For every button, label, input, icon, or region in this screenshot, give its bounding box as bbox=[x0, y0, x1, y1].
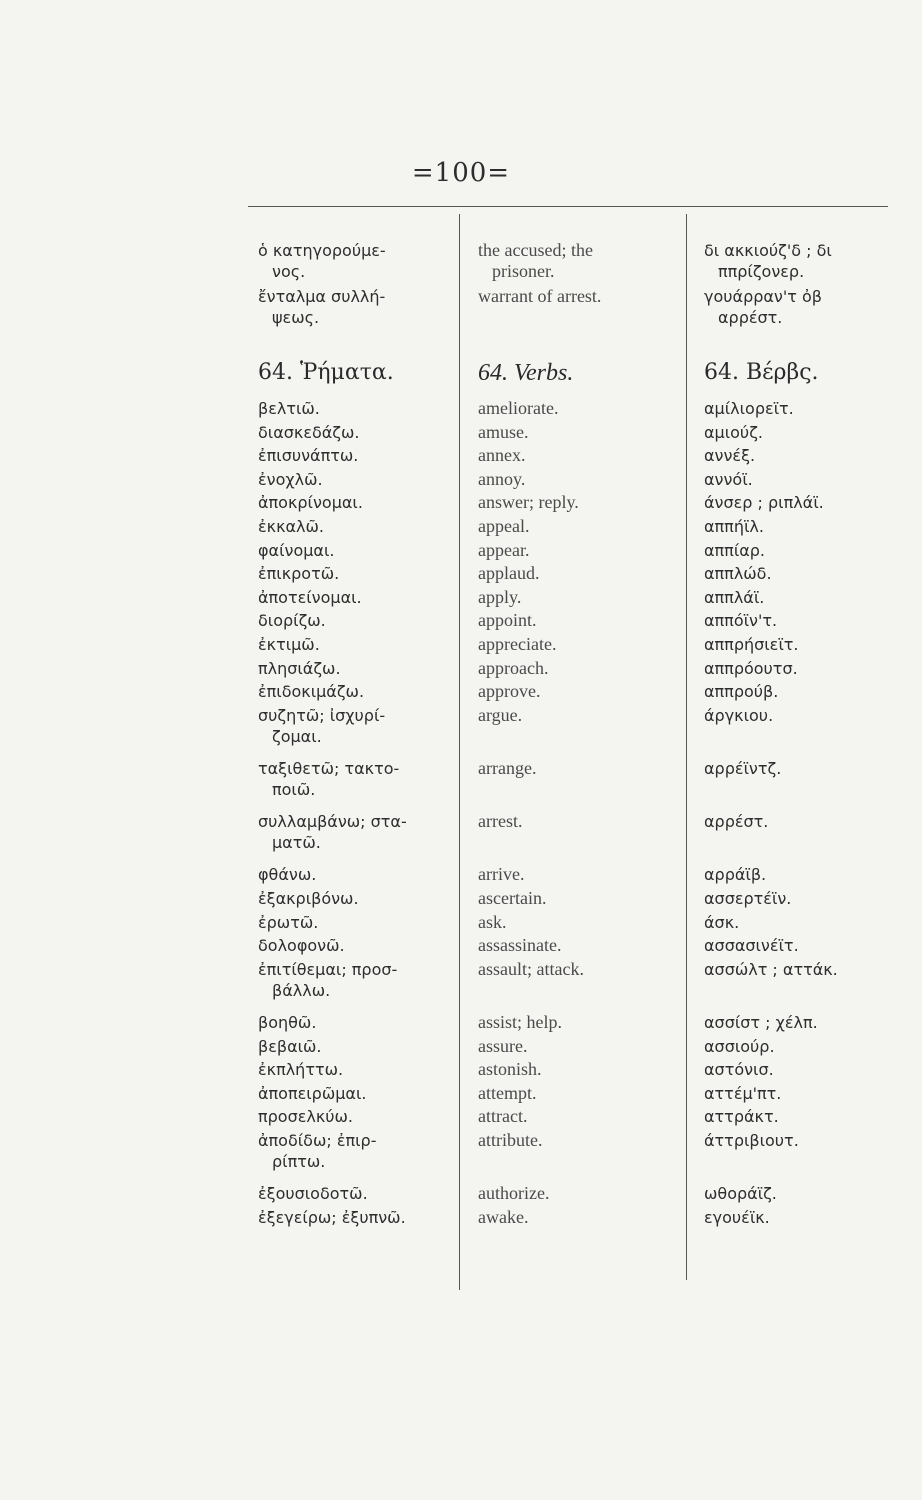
greek-entry bbox=[258, 1059, 343, 1080]
albanian-entry bbox=[704, 634, 798, 655]
greek-entry-line: ἐπισυνάπτω. bbox=[258, 446, 359, 466]
greek-entry-line: ζομαι. bbox=[272, 726, 322, 746]
english-entry bbox=[478, 445, 525, 466]
english-entry bbox=[478, 811, 522, 832]
english-entry-line: prisoner. bbox=[492, 261, 555, 281]
albanian-entry bbox=[704, 240, 832, 282]
english-entry-line: assassinate. bbox=[478, 935, 562, 956]
english-entry bbox=[478, 912, 507, 933]
albanian-entry bbox=[704, 445, 755, 466]
english-entry-line: annoy. bbox=[478, 468, 526, 489]
albanian-entry-line: αρρέστ. bbox=[704, 812, 769, 832]
albanian-entry-line: άττριβιουτ. bbox=[704, 1131, 799, 1150]
albanian-entry-line: ασσώλτ ; αττάκ. bbox=[704, 959, 838, 979]
greek-entry-line: ἐρωτῶ. bbox=[258, 912, 319, 932]
greek-entry bbox=[258, 540, 334, 561]
english-entry-line: attempt. bbox=[478, 1082, 537, 1103]
english-entry-line: answer; reply. bbox=[478, 492, 579, 513]
albanian-entry bbox=[704, 681, 778, 702]
greek-entry-line: ὁ κατηγορούμε- bbox=[258, 241, 386, 260]
albanian-entry bbox=[704, 492, 824, 513]
albanian-entry bbox=[704, 469, 753, 490]
english-entry-line: awake. bbox=[478, 1206, 529, 1227]
english-entry-line: ask. bbox=[478, 911, 507, 932]
greek-entry-line: συλλαμβάνω; στα- bbox=[258, 812, 407, 832]
english-entry bbox=[478, 563, 539, 584]
albanian-entry-line: αππρούβ. bbox=[704, 682, 779, 702]
greek-entry-line: ἐπικροτῶ. bbox=[258, 564, 340, 584]
albanian-entry-line: άργκιου. bbox=[704, 705, 774, 725]
greek-entry-line: ἀποπειρῶμαι. bbox=[258, 1083, 367, 1103]
english-entry-line: approve. bbox=[478, 681, 541, 702]
english-entry-line: applaud. bbox=[478, 563, 540, 584]
english-entry bbox=[478, 1083, 536, 1104]
greek-entry-line: ἔνταλμα συλλή- bbox=[258, 287, 386, 306]
albanian-entry-line: αππρόουτσ. bbox=[704, 658, 798, 678]
greek-entry bbox=[258, 610, 326, 631]
english-entry-line: apply. bbox=[478, 586, 522, 607]
albanian-entry-line: ωθοράϊζ. bbox=[704, 1184, 777, 1204]
greek-entry bbox=[258, 959, 397, 1001]
english-entry bbox=[478, 1059, 542, 1080]
english-entry bbox=[478, 1106, 527, 1127]
albanian-entry-line: αππρήσιεϊτ. bbox=[704, 635, 799, 654]
english-section-heading: 64. Verbs. bbox=[478, 360, 574, 386]
albanian-entry bbox=[704, 1036, 775, 1057]
english-entry-line: appoint. bbox=[478, 610, 537, 631]
albanian-entry-line: αππλάϊ. bbox=[704, 587, 765, 607]
english-entry-line: attribute. bbox=[478, 1130, 543, 1150]
english-entry-line: argue. bbox=[478, 704, 523, 725]
greek-entry-line: ἐκπλήττω. bbox=[258, 1060, 344, 1080]
english-entry bbox=[478, 1207, 528, 1228]
greek-entry bbox=[258, 1083, 366, 1104]
english-entry-line: the accused; the bbox=[478, 240, 593, 260]
greek-entry bbox=[258, 563, 339, 584]
english-entry bbox=[478, 492, 579, 513]
albanian-entry bbox=[704, 811, 768, 832]
greek-entry-line: διασκεδάζω. bbox=[258, 422, 360, 442]
english-entry bbox=[478, 758, 536, 779]
greek-entry bbox=[258, 398, 320, 419]
greek-entry-line: ἐπιτίθεμαι; προσ- bbox=[258, 959, 398, 979]
greek-entry bbox=[258, 912, 318, 933]
column-divider-right bbox=[686, 214, 687, 1280]
greek-entry-line: δολοφονῶ. bbox=[258, 936, 345, 956]
albanian-entry bbox=[704, 540, 765, 561]
albanian-entry-line: δι ακκιούζ'δ ; δι bbox=[704, 241, 832, 260]
greek-entry bbox=[258, 658, 341, 679]
albanian-entry-line: αρράϊβ. bbox=[704, 865, 767, 885]
greek-entry-line: ἐξακριβόνω. bbox=[258, 889, 359, 908]
greek-entry-line: πλησιάζω. bbox=[258, 658, 341, 678]
english-entry bbox=[478, 422, 528, 443]
albanian-entry-line: γουάρραν'τ ὀβ bbox=[704, 287, 822, 306]
greek-entry bbox=[258, 240, 386, 282]
greek-entry bbox=[258, 1106, 353, 1127]
english-entry-line: assault; attack. bbox=[478, 958, 584, 979]
english-entry-line: approach. bbox=[478, 657, 549, 678]
greek-entry-line: ἐξεγείρω; ἐξυπνῶ. bbox=[258, 1207, 406, 1227]
english-entry bbox=[478, 658, 548, 679]
greek-entry bbox=[258, 1130, 376, 1172]
albanian-entry bbox=[704, 563, 772, 584]
albanian-entry-line: ασσιούρ. bbox=[704, 1036, 775, 1056]
greek-section-heading: 64. Ῥήματα. bbox=[258, 360, 394, 385]
albanian-entry bbox=[704, 1106, 779, 1127]
albanian-entry bbox=[704, 912, 739, 933]
albanian-entry-line: αππόϊν'τ. bbox=[704, 611, 778, 631]
greek-entry bbox=[258, 286, 385, 328]
albanian-entry bbox=[704, 516, 764, 537]
greek-entry bbox=[258, 1183, 368, 1204]
albanian-section-heading: 64. Βέρβς. bbox=[704, 360, 819, 385]
english-entry bbox=[478, 398, 558, 419]
greek-entry-line: ἐξουσιοδοτῶ. bbox=[258, 1184, 368, 1204]
albanian-entry bbox=[704, 705, 773, 726]
albanian-entry bbox=[704, 935, 799, 956]
english-entry bbox=[478, 634, 556, 655]
albanian-entry-line: αμιούζ. bbox=[704, 422, 763, 442]
english-entry-line: appear. bbox=[478, 539, 530, 560]
albanian-entry bbox=[704, 1207, 770, 1228]
greek-entry bbox=[258, 888, 359, 909]
greek-entry-line: φθάνω. bbox=[258, 865, 317, 885]
english-entry bbox=[478, 1036, 527, 1057]
greek-entry-line: ἐκτιμῶ. bbox=[258, 635, 320, 654]
greek-entry-line: ματῶ. bbox=[272, 833, 321, 853]
greek-entry bbox=[258, 864, 316, 885]
english-entry bbox=[478, 888, 546, 909]
albanian-entry-line: ασσασινέϊτ. bbox=[704, 936, 799, 956]
albanian-entry-line: ασσερτέϊν. bbox=[704, 889, 792, 908]
albanian-entry-line: εγουέϊκ. bbox=[704, 1207, 770, 1227]
english-entry-line: ameliorate. bbox=[478, 398, 559, 418]
greek-entry-line: ἀποκρίνομαι. bbox=[258, 493, 363, 513]
greek-entry bbox=[258, 811, 407, 853]
english-entry-line: astonish. bbox=[478, 1059, 542, 1080]
greek-entry-line: προσελκύω. bbox=[258, 1107, 354, 1127]
column-divider-left bbox=[459, 214, 460, 1290]
albanian-entry-line: άσκ. bbox=[704, 912, 740, 932]
english-entry bbox=[478, 1130, 542, 1151]
english-entry-line: warrant of arrest. bbox=[478, 286, 602, 306]
english-entry-line: appeal. bbox=[478, 516, 530, 536]
albanian-entry-line: αππλώδ. bbox=[704, 564, 772, 584]
english-entry bbox=[478, 959, 584, 980]
greek-entry bbox=[258, 681, 364, 702]
english-entry-line: assist; help. bbox=[478, 1012, 562, 1032]
greek-entry-line: ἐνοχλῶ. bbox=[258, 469, 323, 489]
english-entry bbox=[478, 935, 561, 956]
albanian-entry bbox=[704, 398, 794, 419]
english-entry bbox=[478, 469, 525, 490]
greek-entry bbox=[258, 445, 358, 466]
greek-entry bbox=[258, 935, 345, 956]
greek-entry-line: ἐκκαλῶ. bbox=[258, 517, 325, 536]
english-entry-line: arrive. bbox=[478, 864, 525, 885]
greek-entry-line: ποιῶ. bbox=[272, 780, 316, 799]
greek-entry-line: ρίπτω. bbox=[272, 1152, 326, 1171]
english-entry-line: annex. bbox=[478, 445, 526, 466]
albanian-entry-line: αννόϊ. bbox=[704, 469, 753, 489]
english-entry-line: amuse. bbox=[478, 421, 529, 442]
albanian-entry bbox=[704, 1183, 777, 1204]
albanian-entry bbox=[704, 888, 791, 909]
albanian-entry bbox=[704, 1012, 818, 1033]
english-entry bbox=[478, 240, 593, 282]
albanian-entry-line: αρρέϊντζ. bbox=[704, 759, 782, 778]
english-entry bbox=[478, 540, 529, 561]
albanian-entry-line: αμίλιορεϊτ. bbox=[704, 399, 794, 418]
greek-entry-line: βοηθῶ. bbox=[258, 1013, 317, 1032]
greek-entry-line: συζητῶ; ἰσχυρί- bbox=[258, 705, 386, 725]
albanian-entry-line: αππήϊλ. bbox=[704, 517, 764, 536]
albanian-entry bbox=[704, 1130, 799, 1151]
albanian-entry bbox=[704, 422, 763, 443]
english-entry bbox=[478, 705, 522, 726]
english-entry bbox=[478, 587, 521, 608]
greek-entry-line: βεβαιῶ. bbox=[258, 1036, 322, 1056]
english-entry-line: appreciate. bbox=[478, 634, 557, 654]
greek-entry bbox=[258, 1036, 322, 1057]
english-entry bbox=[478, 681, 540, 702]
greek-entry-line: βάλλω. bbox=[272, 980, 331, 1000]
albanian-entry-line: αττράκτ. bbox=[704, 1107, 779, 1127]
albanian-entry-line: ασσίστ ; χέλπ. bbox=[704, 1013, 818, 1032]
greek-entry-line: διορίζω. bbox=[258, 611, 326, 631]
english-entry bbox=[478, 610, 537, 631]
greek-entry-line: ψεως. bbox=[272, 308, 320, 327]
greek-entry-line: νος. bbox=[272, 262, 306, 281]
greek-entry bbox=[258, 1207, 406, 1228]
english-entry-line: arrange. bbox=[478, 758, 537, 778]
page-number: =100= bbox=[411, 158, 511, 188]
albanian-entry bbox=[704, 658, 798, 679]
greek-entry bbox=[258, 492, 363, 513]
english-entry bbox=[478, 286, 601, 307]
greek-entry bbox=[258, 1012, 316, 1033]
greek-entry bbox=[258, 587, 362, 608]
albanian-entry bbox=[704, 864, 766, 885]
english-entry bbox=[478, 1012, 562, 1033]
english-entry bbox=[478, 1183, 549, 1204]
greek-entry bbox=[258, 422, 360, 443]
greek-entry bbox=[258, 516, 324, 537]
albanian-entry bbox=[704, 286, 822, 328]
greek-entry-line: ἀποτείνομαι. bbox=[258, 587, 362, 607]
albanian-entry bbox=[704, 587, 764, 608]
albanian-entry-line: αρρέστ. bbox=[718, 308, 783, 327]
greek-entry-line: ἀποδίδω; ἐπιρ- bbox=[258, 1131, 377, 1150]
english-entry-line: attract. bbox=[478, 1106, 528, 1127]
albanian-entry bbox=[704, 1083, 781, 1104]
english-entry-line: assure. bbox=[478, 1035, 528, 1056]
greek-entry-line: φαίνομαι. bbox=[258, 540, 335, 560]
english-entry-line: authorize. bbox=[478, 1183, 550, 1204]
greek-entry bbox=[258, 705, 385, 747]
albanian-entry-line: αστόνισ. bbox=[704, 1060, 774, 1080]
english-entry-line: arrest. bbox=[478, 811, 523, 832]
greek-entry bbox=[258, 469, 323, 490]
header-rule bbox=[248, 206, 888, 207]
greek-entry bbox=[258, 758, 399, 800]
albanian-entry bbox=[704, 959, 838, 980]
english-entry-line: ascertain. bbox=[478, 888, 547, 908]
english-entry bbox=[478, 516, 529, 537]
albanian-entry-line: ππρίζονερ. bbox=[718, 262, 805, 281]
albanian-entry bbox=[704, 610, 777, 631]
greek-entry-line: ἐπιδοκιμάζω. bbox=[258, 682, 365, 702]
greek-entry-line: βελτιῶ. bbox=[258, 399, 320, 418]
albanian-entry-line: αννέξ. bbox=[704, 446, 756, 466]
greek-entry-line: ταξιθετῶ; τακτο- bbox=[258, 759, 400, 778]
english-entry bbox=[478, 864, 524, 885]
albanian-entry-line: αττέμ'πτ. bbox=[704, 1083, 782, 1103]
albanian-entry-line: αππίαρ. bbox=[704, 540, 766, 560]
greek-entry bbox=[258, 634, 320, 655]
albanian-entry bbox=[704, 758, 781, 779]
albanian-entry-line: άνσερ ; ριπλάϊ. bbox=[704, 493, 824, 513]
albanian-entry bbox=[704, 1059, 774, 1080]
